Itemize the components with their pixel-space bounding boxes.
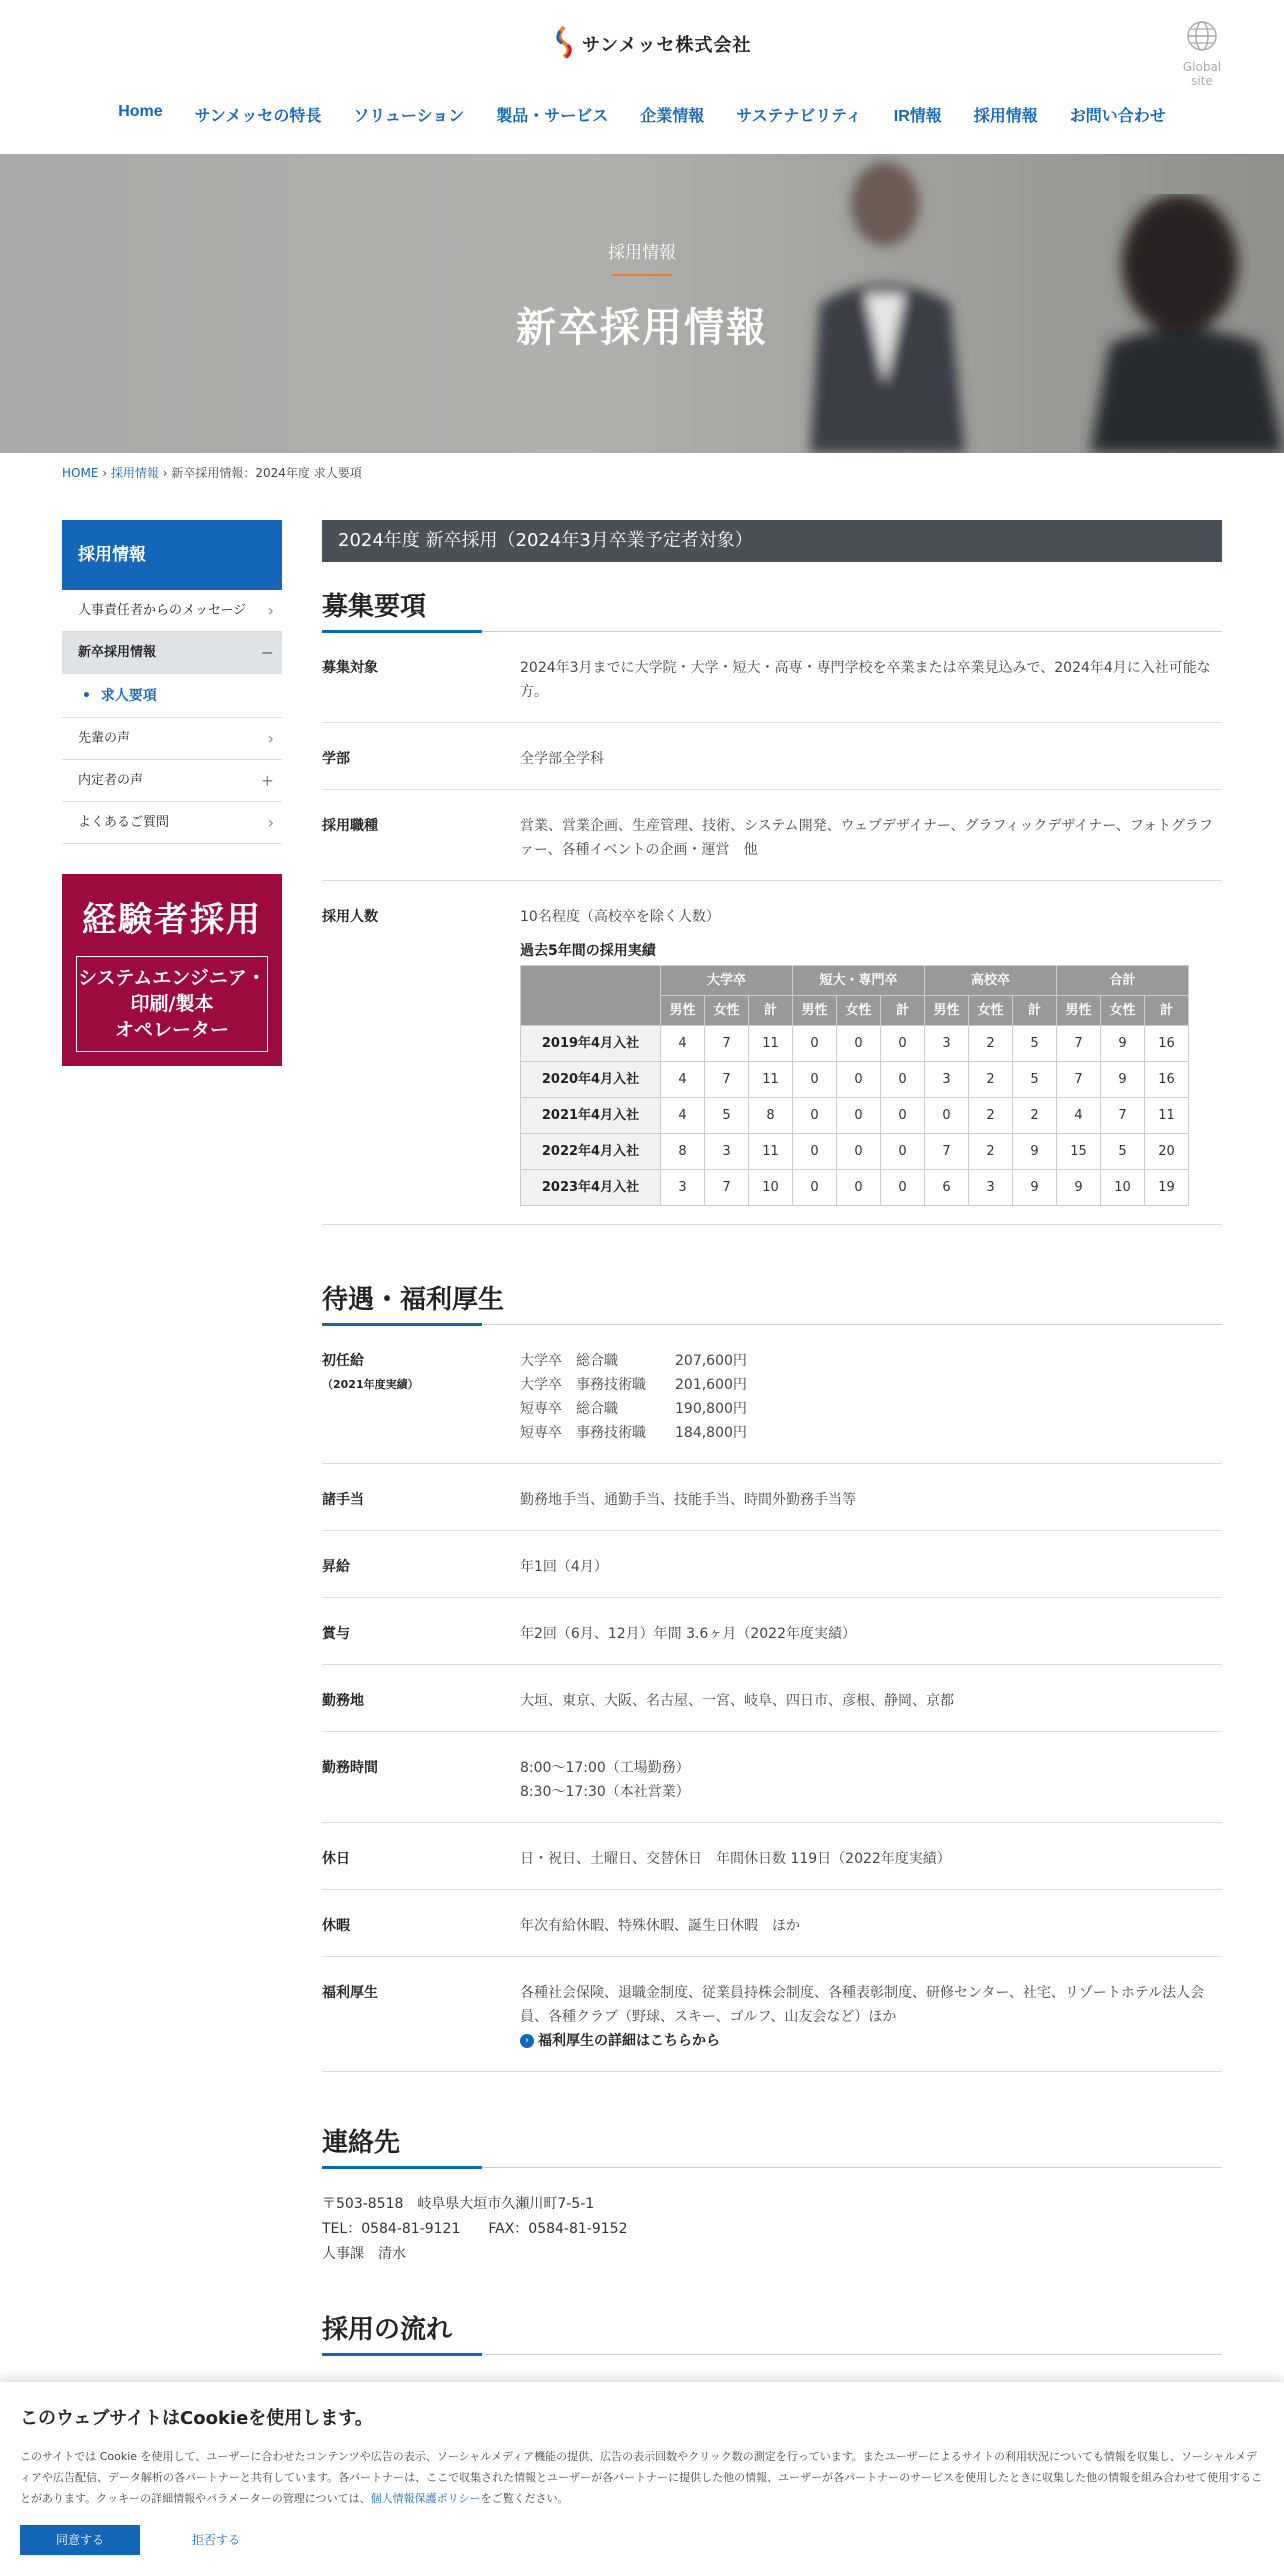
table-caption: 過去5年間の採用実績 — [520, 943, 656, 959]
table-cell: 0 — [793, 1062, 837, 1098]
row-value — [520, 905, 1222, 1206]
row-value: 全学部全学科 — [520, 751, 604, 767]
table-cell: 11 — [749, 1062, 793, 1098]
table-cell: 3 — [925, 1062, 969, 1098]
requirement-row — [322, 723, 1222, 790]
table-cell: 11 — [749, 1026, 793, 1062]
row-value: 年次有給休暇、特殊休暇、誕生日休暇 ほか — [520, 1918, 800, 1934]
table-cell: 5 — [705, 1098, 749, 1134]
row-label: 福利厚生 — [322, 1985, 378, 2001]
table-cell: 7 — [1057, 1062, 1101, 1098]
table-cell: 7 — [1101, 1098, 1145, 1134]
table-cell: 8 — [661, 1134, 705, 1170]
table-cell: 0 — [881, 1098, 925, 1134]
table-sub-header: 計 — [1145, 996, 1189, 1026]
requirement-row — [322, 881, 1222, 1225]
table-cell: 2 — [969, 1134, 1013, 1170]
hiring-record-table — [520, 965, 1189, 1206]
hero-banner — [0, 154, 1284, 453]
section-title-contact: 連絡先 — [322, 2122, 1222, 2168]
table-cell: 0 — [881, 1062, 925, 1098]
chevron-right-icon: › — [267, 813, 274, 832]
row-value: 年2回（6月、12月）年間 3.6ヶ月（2022年度実績） — [520, 1626, 856, 1642]
table-cell: 0 — [837, 1098, 881, 1134]
table-sub-header: 男性 — [793, 996, 837, 1026]
table-cell: 3 — [925, 1026, 969, 1062]
table-cell: 7 — [705, 1026, 749, 1062]
row-year-label: 2020年4月入社 — [521, 1062, 661, 1098]
salary-amount: 184,800円 — [675, 1425, 747, 1441]
row-value — [520, 1756, 1222, 1804]
cookie-consent-banner — [0, 2382, 1284, 2568]
table-cell: 9 — [1013, 1170, 1057, 1206]
welfare-text: 各種社会保険、退職金制度、従業員持株会制度、各種表彰制度、研修センター、社宅、リゾートホテル法人会員、各種クラブ（野球、スキー、ゴルフ、山友会など）ほか — [520, 1985, 1205, 2025]
table-cell: 0 — [837, 1134, 881, 1170]
table-cell: 4 — [661, 1062, 705, 1098]
page-title: 新卒採用情報 — [516, 305, 768, 351]
row-year-label: 2022年4月入社 — [521, 1134, 661, 1170]
table-cell: 3 — [969, 1170, 1013, 1206]
nav-ir[interactable]: IR情報 — [893, 108, 942, 125]
table-group-header: 合計 — [1057, 966, 1189, 996]
contact-address: 〒503-8518 岐阜県大垣市久瀬川町7-5-1 — [322, 2196, 595, 2212]
salary-item — [520, 1397, 1222, 1421]
table-sub-header: 女性 — [1101, 996, 1145, 1026]
nav-contact[interactable]: お問い合わせ — [1069, 108, 1166, 125]
table-cell: 3 — [661, 1170, 705, 1206]
row-value: 日・祝日、土曜日、交替休日 年間休日数 119日（2022年度実績） — [520, 1851, 951, 1867]
salary-item — [520, 1349, 1222, 1373]
table-cell: 7 — [705, 1170, 749, 1206]
row-label: 休暇 — [322, 1918, 350, 1934]
table-cell: 2 — [969, 1062, 1013, 1098]
row-value — [520, 1981, 1222, 2053]
benefit-row — [322, 1464, 1222, 1531]
table-row — [521, 1062, 1189, 1098]
table-cell: 9 — [1057, 1170, 1101, 1206]
site-logo[interactable] — [552, 24, 752, 64]
main-heading: 2024年度 新卒採用（2024年3月卒業予定者対象） — [322, 520, 1222, 562]
logo-mark-icon — [552, 25, 576, 63]
salary-type: 短専卒 総合職 — [520, 1401, 618, 1417]
requirement-row — [322, 790, 1222, 881]
table-cell: 4 — [1057, 1098, 1101, 1134]
table-cell: 3 — [705, 1134, 749, 1170]
nav-sustainability[interactable]: サステナビリティ — [736, 108, 862, 125]
cookie-refuse-button[interactable]: 拒否する — [191, 2533, 240, 2547]
salary-label: 初任給 — [322, 1353, 364, 1369]
chevron-right-icon: › — [267, 601, 274, 620]
table-cell: 5 — [1013, 1062, 1057, 1098]
nav-solutions[interactable]: ソリューション — [353, 108, 465, 125]
row-label: 募集対象 — [322, 660, 378, 676]
site-header — [0, 0, 1284, 154]
nav-products[interactable]: 製品・サービス — [496, 108, 609, 125]
row-year-label: 2019年4月入社 — [521, 1026, 661, 1062]
work-hours-line: 8:00〜17:00（工場勤務） — [520, 1760, 690, 1776]
sidebar-item-label: 内定者の声 — [78, 773, 144, 788]
sidebar-item-label: 先輩の声 — [78, 731, 131, 746]
table-cell: 0 — [793, 1098, 837, 1134]
table-cell: 0 — [793, 1134, 837, 1170]
table-cell: 0 — [837, 1062, 881, 1098]
salary-item — [520, 1421, 1222, 1445]
contact-person: 人事課 清水 — [322, 2246, 406, 2262]
table-group-header: 大学卒 — [661, 966, 793, 996]
breadcrumb-current: 新卒採用情報：2024年度 求人要項 — [171, 466, 362, 480]
table-sub-header: 計 — [1013, 996, 1057, 1026]
sidebar-subitem-label: 求人要項 — [100, 688, 157, 704]
sidebar-item-faq[interactable] — [62, 802, 282, 844]
table-sub-header: 女性 — [705, 996, 749, 1026]
plus-icon: + — [260, 771, 274, 790]
banner-job-line: 印刷/製本 — [130, 993, 214, 1015]
cookie-buttons — [20, 2525, 1264, 2555]
table-cell: 0 — [881, 1170, 925, 1206]
sidebar-title[interactable]: 採用情報 — [62, 520, 282, 590]
row-value: 2024年3月までに大学院・大学・短大・高専・専門学校を卒業または卒業見込みで、2024年4月に入社可能な方。 — [520, 660, 1211, 700]
table-cell: 15 — [1057, 1134, 1101, 1170]
sidebar-item-label: 人事責任者からのメッセージ — [78, 603, 247, 618]
table-sub-header: 男性 — [1057, 996, 1101, 1026]
welfare-link-label: 福利厚生の詳細はこちらから — [538, 2033, 720, 2049]
table-cell: 2 — [969, 1026, 1013, 1062]
table-group-header: 高校卒 — [925, 966, 1057, 996]
table-cell: 2 — [1013, 1098, 1057, 1134]
cookie-title: このウェブサイトはCookieを使用します。 — [20, 2408, 373, 2429]
salary-type: 短専卒 事務技術職 — [520, 1425, 646, 1441]
table-cell: 5 — [1013, 1026, 1057, 1062]
row-label: 昇給 — [322, 1559, 350, 1575]
table-cell: 16 — [1145, 1062, 1189, 1098]
sidebar-subitem-requirements[interactable] — [62, 674, 282, 718]
table-sub-header: 女性 — [837, 996, 881, 1026]
work-hours-line: 8:30〜17:30（本社営業） — [520, 1784, 690, 1800]
salary-type: 大学卒 総合職 — [520, 1353, 618, 1369]
nav-home[interactable]: Home — [118, 103, 163, 120]
salary-item — [520, 1373, 1222, 1397]
cookie-agree-button[interactable]: 同意する — [20, 2525, 140, 2555]
banner-job-line: オペレーター — [114, 1019, 229, 1041]
table-sub-header: 女性 — [969, 996, 1013, 1026]
table-cell: 2 — [969, 1098, 1013, 1134]
table-cell: 4 — [661, 1098, 705, 1134]
table-row — [521, 1170, 1189, 1206]
table-row — [521, 1134, 1189, 1170]
table-cell: 4 — [661, 1026, 705, 1062]
benefit-row — [322, 1890, 1222, 1957]
globe-icon — [1186, 20, 1218, 52]
salary-amount: 190,800円 — [675, 1401, 747, 1417]
cookie-body-end: をご覧ください。 — [480, 2492, 569, 2505]
salary-type: 大学卒 事務技術職 — [520, 1377, 646, 1393]
row-label: 勤務時間 — [322, 1760, 378, 1776]
table-cell: 10 — [749, 1170, 793, 1206]
sidebar-item-new-grad[interactable] — [62, 632, 282, 674]
contact-info — [322, 2192, 1222, 2267]
table-cell: 7 — [705, 1062, 749, 1098]
table-cell: 0 — [881, 1134, 925, 1170]
table-cell: 5 — [1101, 1134, 1145, 1170]
global-nav — [0, 103, 1284, 126]
table-cell: 16 — [1145, 1026, 1189, 1062]
sidebar-item-label: 新卒採用情報 — [78, 645, 157, 660]
table-cell: 0 — [925, 1098, 969, 1134]
minus-icon: − — [260, 643, 274, 662]
benefit-row — [322, 1957, 1222, 2072]
career-recruit-banner[interactable] — [62, 874, 282, 1066]
hero-subtitle: 採用情報 — [608, 243, 676, 263]
salary-amount: 201,600円 — [675, 1377, 747, 1393]
bullet-icon: • — [82, 688, 101, 704]
table-cell: 0 — [793, 1026, 837, 1062]
table-sub-header: 男性 — [661, 996, 705, 1026]
sidebar-item-message[interactable] — [62, 590, 282, 632]
table-sub-header: 男性 — [925, 996, 969, 1026]
global-site-link[interactable] — [1172, 20, 1232, 88]
privacy-policy-link[interactable]: 個人情報保護ポリシー — [370, 2492, 481, 2505]
row-label: 採用人数 — [322, 909, 378, 925]
table-row — [521, 1098, 1189, 1134]
benefit-row — [322, 1823, 1222, 1890]
table-cell: 9 — [1013, 1134, 1057, 1170]
benefit-row — [322, 1531, 1222, 1598]
table-sub-header: 計 — [749, 996, 793, 1026]
section-title-benefits: 待遇・福利厚生 — [322, 1279, 1222, 1325]
row-label: 賞与 — [322, 1626, 350, 1642]
table-cell: 11 — [749, 1134, 793, 1170]
sidebar-item-seniors[interactable] — [62, 718, 282, 760]
benefit-row — [322, 1732, 1222, 1823]
chevron-right-icon: › — [267, 729, 274, 748]
row-year-label: 2023年4月入社 — [521, 1170, 661, 1206]
table-cell: 11 — [1145, 1098, 1189, 1134]
benefit-row — [322, 1325, 1222, 1464]
table-cell: 10 — [1101, 1170, 1145, 1206]
logo-text: サンメッセ株式会社 — [582, 35, 752, 56]
table-cell: 0 — [793, 1170, 837, 1206]
salary-amount: 207,600円 — [675, 1353, 747, 1369]
table-cell: 0 — [881, 1026, 925, 1062]
table-cell: 9 — [1101, 1062, 1145, 1098]
sidebar-item-offerees[interactable] — [62, 760, 282, 802]
nav-features[interactable]: サンメッセの特長 — [194, 108, 322, 125]
cookie-body: このサイトでは Cookie を使用して、ユーザーに合わせたコンテンツや広告の表示、ソーシャルメディア機能の提供、広告の表示回数やクリック数の測定を行っています。またユーザーによるサイトの利用状況についても情報を収集し、ソーシャルメディアや広告配信、データ解析の各パートナーと共有しています。各パートナーは、ここで収集された情報とユーザーが各パートナーに提供した他の情報、ユーザーが各パートナーのサービスを使用したときに収集した他の情報を組み合わせて使用することがあります。クッキーの詳細情報やパラメーターの管理については、 — [20, 2450, 1263, 2505]
benefit-row — [322, 1598, 1222, 1665]
table-cell: 8 — [749, 1098, 793, 1134]
arrow-circle-icon: › — [520, 2034, 534, 2048]
row-value: 大垣、東京、大阪、名古屋、一宮、岐阜、四日市、彦根、静岡、京都 — [520, 1693, 954, 1709]
row-label: 休日 — [322, 1851, 350, 1867]
table-cell: 7 — [925, 1134, 969, 1170]
benefit-row — [322, 1665, 1222, 1732]
table-cell: 9 — [1101, 1026, 1145, 1062]
breadcrumb-separator: › — [162, 466, 168, 480]
salary-note: （2021年度実績） — [322, 1378, 419, 1391]
banner-title: 経験者採用 — [82, 900, 262, 940]
requirement-row — [322, 632, 1222, 723]
cookie-text — [20, 2446, 1264, 2509]
table-row — [521, 1026, 1189, 1062]
nav-company[interactable]: 企業情報 — [640, 108, 705, 125]
table-cell: 0 — [837, 1026, 881, 1062]
breadcrumb-home[interactable]: HOME — [62, 466, 99, 480]
breadcrumb — [62, 464, 362, 481]
row-label: 諸手当 — [322, 1492, 364, 1508]
banner-job-line: システムエンジニア・ — [78, 967, 266, 989]
row-label: 学部 — [322, 751, 350, 767]
table-cell: 7 — [1057, 1026, 1101, 1062]
row-value: 営業、営業企画、生産管理、技術、システム開発、ウェブデザイナー、グラフィックデザイナー、フォトグラファー、各種イベントの企画・運営 他 — [520, 818, 1213, 858]
sidebar — [62, 520, 282, 1066]
table-cell: 6 — [925, 1170, 969, 1206]
row-value: 勤務地手当、通勤手当、技能手当、時間外勤務手当等 — [520, 1492, 856, 1508]
hero-divider — [612, 274, 672, 276]
nav-recruit[interactable]: 採用情報 — [973, 108, 1038, 125]
hire-count: 10名程度（高校卒を除く人数） — [520, 909, 720, 925]
welfare-detail-link[interactable] — [520, 2029, 1222, 2053]
sidebar-item-label: よくあるご質問 — [78, 815, 170, 830]
global-site-label: Global site — [1182, 60, 1222, 88]
section-title-flow: 採用の流れ — [322, 2309, 1222, 2355]
row-label: 採用職種 — [322, 818, 378, 834]
table-cell: 19 — [1145, 1170, 1189, 1206]
table-corner — [521, 966, 661, 1026]
table-cell: 20 — [1145, 1134, 1189, 1170]
table-cell: 0 — [837, 1170, 881, 1206]
section-title-requirements: 募集要項 — [322, 586, 1222, 632]
table-sub-header: 計 — [881, 996, 925, 1026]
banner-jobs — [76, 956, 268, 1052]
table-group-header: 短大・専門卒 — [793, 966, 925, 996]
row-year-label: 2021年4月入社 — [521, 1098, 661, 1134]
breadcrumb-separator: › — [102, 466, 108, 480]
row-label — [322, 1349, 520, 1445]
main-content — [322, 520, 1222, 2431]
contact-phone: TEL：0584-81-9121 FAX：0584-81-9152 — [322, 2221, 628, 2237]
breadcrumb-recruit[interactable]: 採用情報 — [110, 466, 159, 480]
row-value: 年1回（4月） — [520, 1559, 608, 1575]
salary-list — [520, 1349, 1222, 1445]
row-label: 勤務地 — [322, 1693, 364, 1709]
